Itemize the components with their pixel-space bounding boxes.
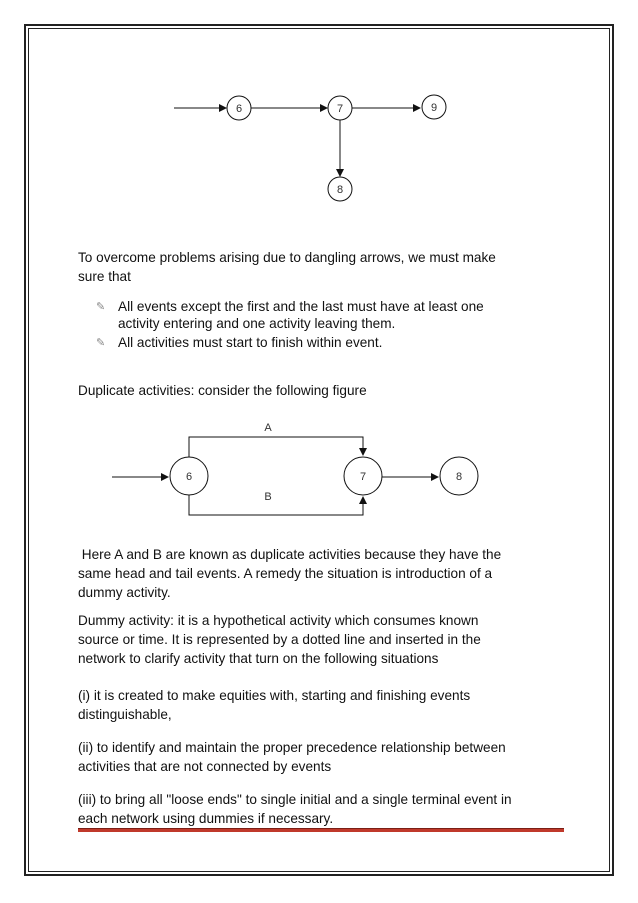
para1-line-3: dummy activity. bbox=[78, 585, 171, 600]
activity-label-b: B bbox=[264, 491, 272, 503]
situation-ii-paragraph bbox=[78, 738, 578, 776]
para2-line-1: Dummy activity: it is a hypothetical activity which consumes known bbox=[78, 613, 479, 628]
node-label-7: 7 bbox=[336, 103, 344, 115]
para4-line-2: activities that are not connected by events bbox=[78, 759, 332, 774]
bullet-1-line-1: All events except the first and the last must have at least one bbox=[118, 299, 484, 314]
para4-line-1: (ii) to identify and maintain the proper precedence relationship between bbox=[78, 740, 506, 755]
duplicate-activity-diagram bbox=[112, 422, 478, 515]
situation-iii-paragraph bbox=[78, 790, 588, 828]
node-label-8: 8 bbox=[336, 184, 344, 196]
node-label-9: 9 bbox=[430, 102, 438, 114]
duplicate-activities-heading: Duplicate activities: consider the following figure bbox=[78, 383, 367, 398]
bullet-2-line-1: All activities must start to finish within event. bbox=[118, 335, 383, 350]
bullet-1-line-2: activity entering and one activity leaving them. bbox=[118, 316, 396, 331]
pencil-icon: ✎ bbox=[96, 301, 106, 313]
activity-b-path bbox=[189, 495, 363, 515]
bullet-item-2 bbox=[96, 334, 566, 351]
intro-paragraph bbox=[78, 248, 578, 286]
node-label-6: 6 bbox=[235, 103, 243, 115]
footer-rule bbox=[78, 828, 564, 832]
bullet-item-1 bbox=[96, 298, 566, 332]
dummy-activity-paragraph bbox=[78, 611, 578, 668]
para2-line-2: source or time. It is represented by a dotted line and inserted in the bbox=[78, 632, 481, 647]
situation-i-paragraph bbox=[78, 686, 578, 724]
node-label-6b: 6 bbox=[185, 471, 193, 483]
para1-line-1: Here A and B are known as duplicate activities because they have the bbox=[78, 547, 502, 562]
para1-line-2: same head and tail events. A remedy the situation is introduction of a bbox=[78, 566, 493, 581]
para2-line-3: network to clarify activity that turn on the following situations bbox=[78, 651, 439, 666]
dangling-arrow-diagram bbox=[174, 95, 446, 201]
activity-label-a: A bbox=[264, 422, 272, 434]
para5-line-1: (iii) to bring all "loose ends" to single initial and a single terminal event in bbox=[78, 792, 512, 807]
intro-line-1: To overcome problems arising due to dangling arrows, we must make bbox=[78, 250, 496, 265]
para5-line-2: each network using dummies if necessary. bbox=[78, 811, 334, 826]
duplicate-explanation-paragraph bbox=[78, 545, 578, 602]
node-label-8b: 8 bbox=[455, 471, 463, 483]
pencil-icon: ✎ bbox=[96, 337, 106, 349]
para3-line-1: (i) it is created to make equities with, starting and finishing events bbox=[78, 688, 471, 703]
activity-a-path bbox=[189, 437, 363, 457]
para3-line-2: distinguishable, bbox=[78, 707, 172, 722]
intro-line-2: sure that bbox=[78, 269, 131, 284]
node-label-7b: 7 bbox=[359, 471, 367, 483]
